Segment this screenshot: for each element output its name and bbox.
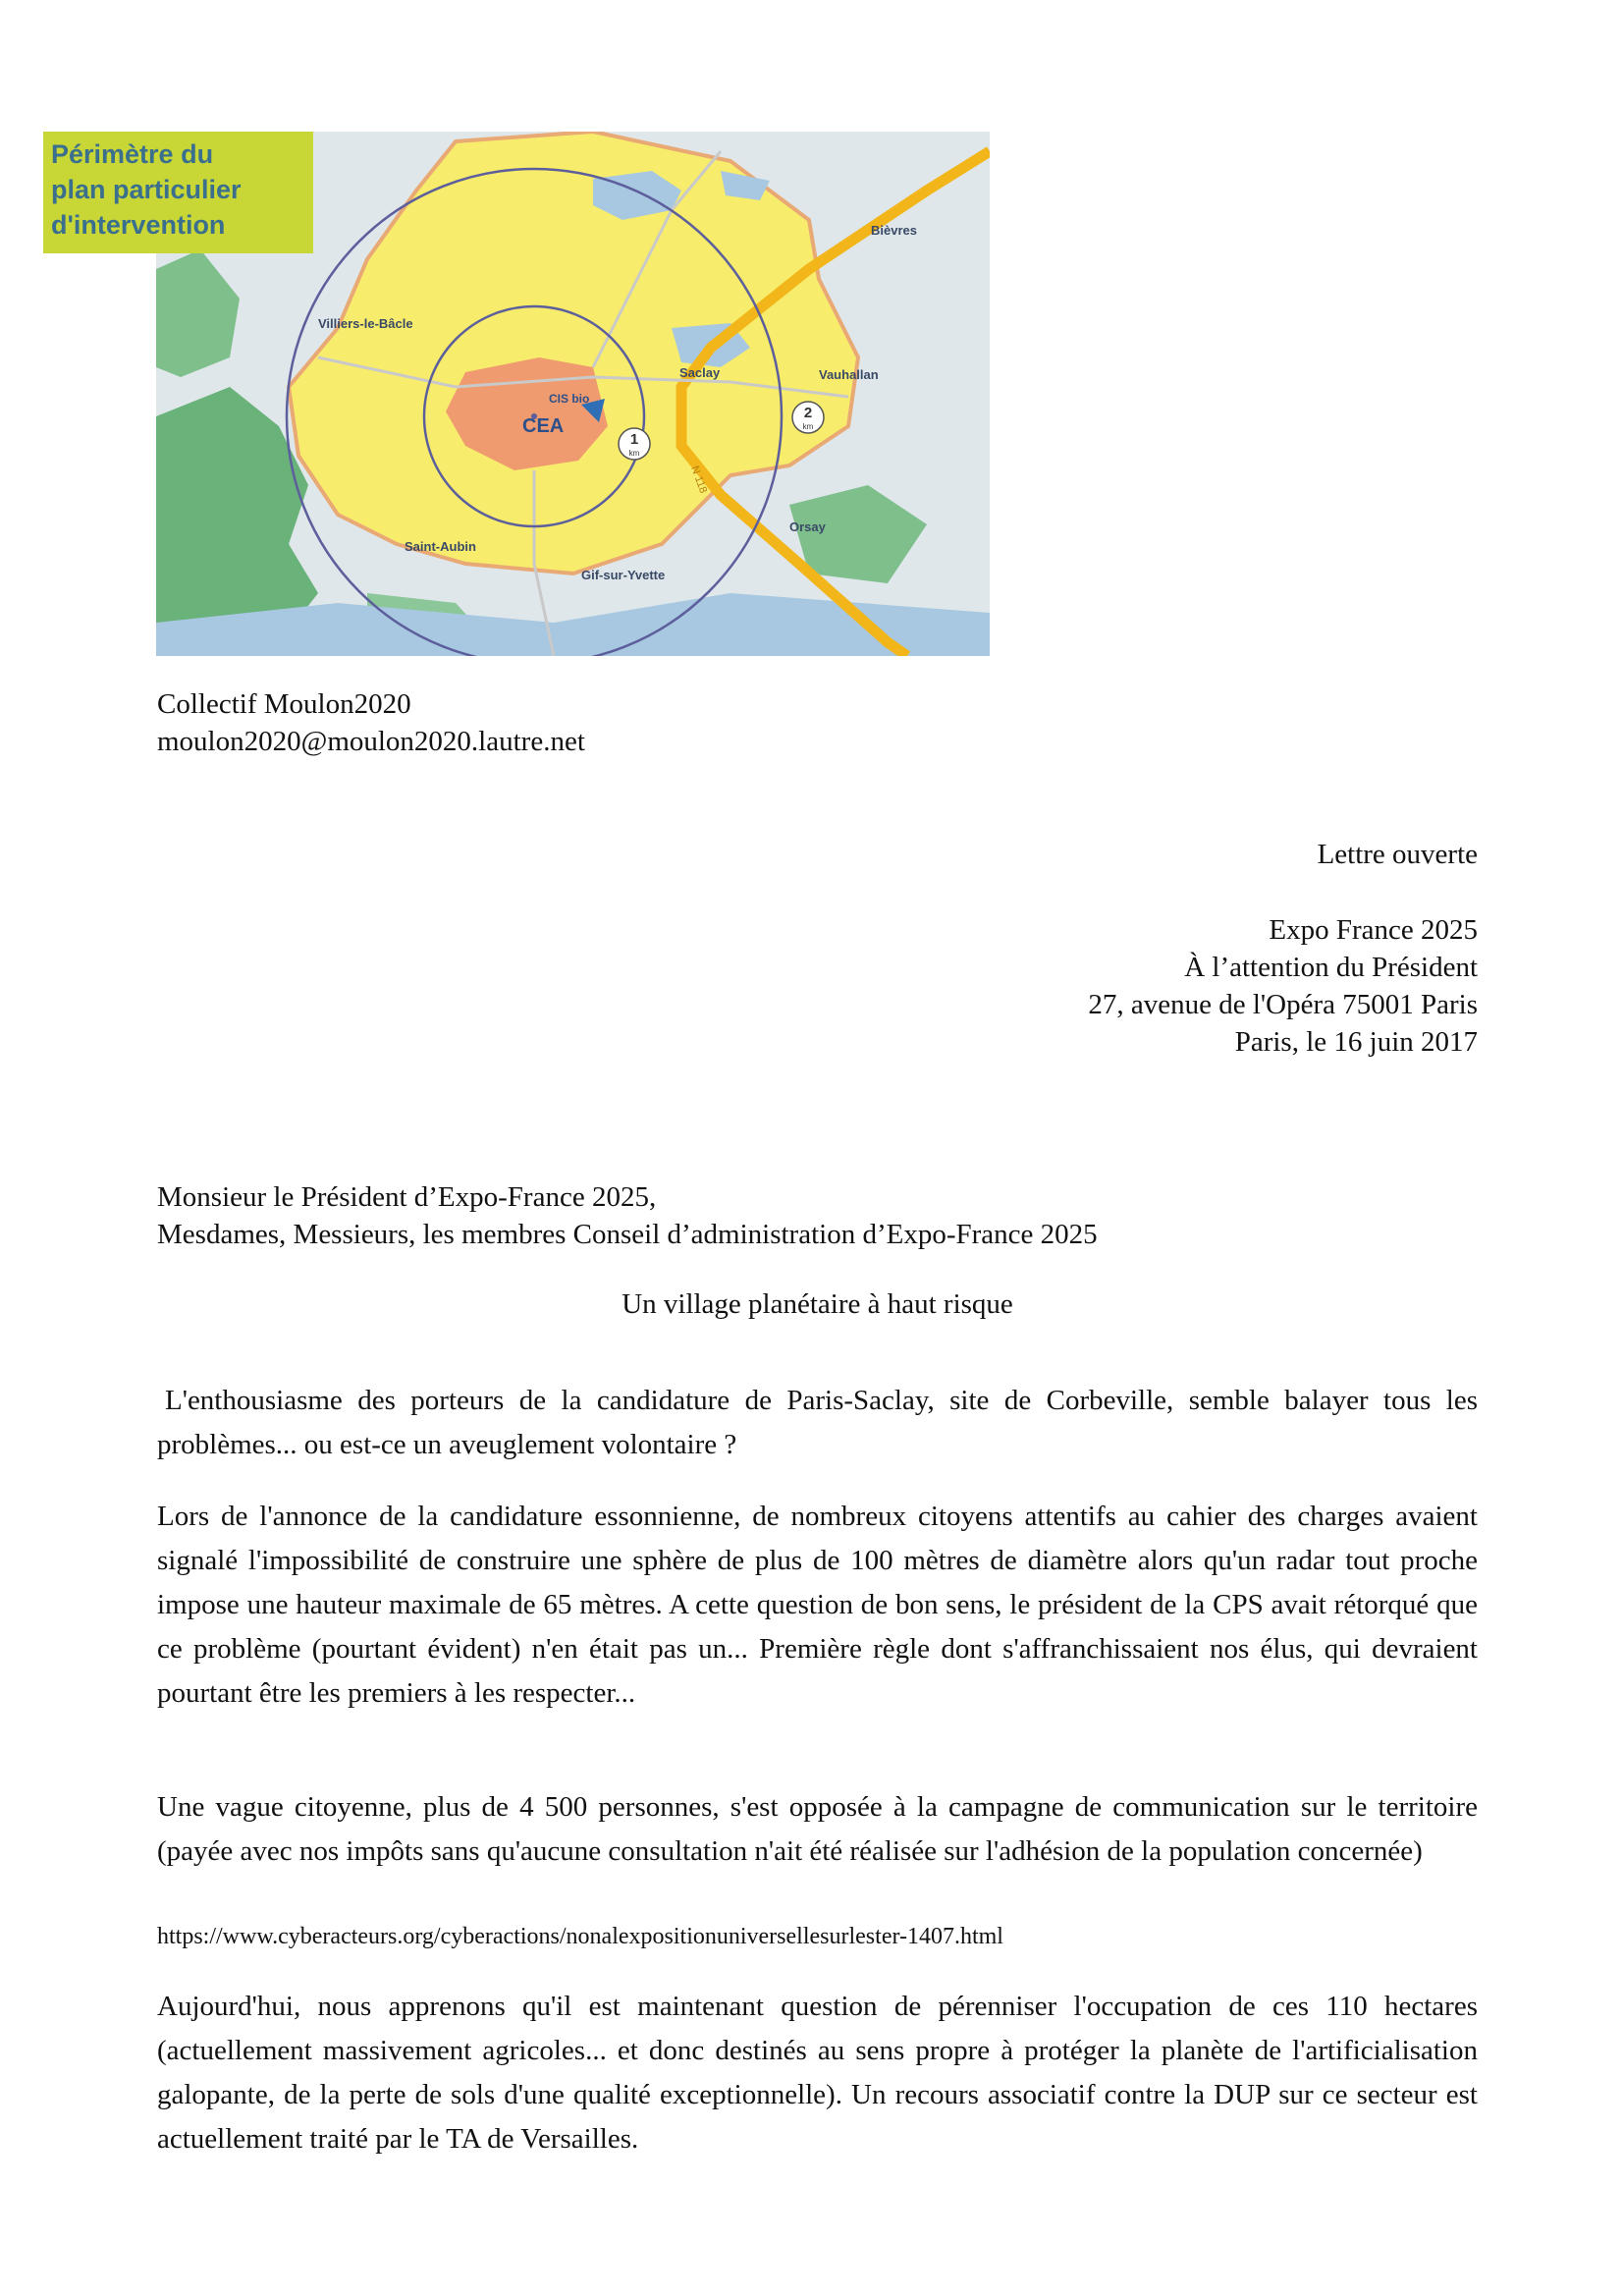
radius-marker-outer-value: 2 — [803, 405, 813, 421]
radius-marker-outer-unit: km — [802, 422, 814, 431]
sender-email: moulon2020@moulon2020.lautre.net — [157, 726, 585, 757]
place-label-bievres: Bièvres — [871, 223, 917, 238]
place-label-gif: Gif-sur-Yvette — [581, 568, 666, 582]
salutation-block — [157, 1178, 1478, 1253]
sender-name: Collectif Moulon2020 — [157, 688, 411, 720]
map-legend-line: d'intervention — [51, 210, 226, 240]
map-legend-line: plan particulier — [51, 175, 242, 204]
radius-marker-inner-value: 1 — [629, 431, 639, 448]
ppi-map — [43, 132, 990, 656]
recipient-attention: À l’attention du Président — [1184, 952, 1478, 983]
ppi-map-graphic — [43, 132, 990, 656]
paragraph: Une vague citoyenne, plus de 4 500 personnes, s'est opposée à la campagne de communication sur le territoire (payée avec nos impôts sans qu'aucune consultation n'ait été réalisée sur l'adhésion de la population concernée) — [157, 1791, 1478, 1867]
place-label-cisbio: CIS bio — [549, 392, 590, 406]
paragraph: Aujourd'hui, nous apprenons qu'il est maintenant question de pérenniser l'occupation de ces 110 hectares (actuellement massivement agricoles... et donc destinés au sens propre à protéger la planète de l'artificialisation galopante, de la perte de sols d'une qualité exceptionnelle). Un recours associatif contre la DUP sur ce secteur est actuellement traité par le TA de Versailles. — [157, 1991, 1478, 2155]
recipient-block — [157, 911, 1478, 1061]
road-label-n118: N 118 — [688, 464, 710, 495]
sender-block — [157, 685, 1478, 760]
place-label-villiers: Villiers-le-Bâcle — [318, 316, 413, 331]
cyberaction-link[interactable]: https://www.cyberacteurs.org/cyberactions/nonalexpositionuniversellesurlester-1407.html — [157, 1924, 1003, 1949]
place-date: Paris, le 16 juin 2017 — [1234, 1026, 1478, 1058]
salutation-line: Mesdames, Messieurs, les membres Conseil d’administration d’Expo-France 2025 — [157, 1219, 1098, 1250]
doc-type: Lettre ouverte — [1317, 839, 1478, 870]
place-label-saclay: Saclay — [679, 365, 721, 380]
recipient-address: 27, avenue de l'Opéra 75001 Paris — [1088, 989, 1478, 1020]
paragraph: L'enthousiasme des porteurs de la candidature de Paris-Saclay, site de Corbeville, semble balayer tous les problèmes... ou est-ce un aveuglement volontaire ? — [157, 1385, 1478, 1460]
place-label-saint-aubin: Saint-Aubin — [405, 539, 476, 554]
letter-title: Un village planétaire à haut risque — [622, 1288, 1013, 1320]
place-label-vauhallan: Vauhallan — [819, 367, 879, 382]
place-label-orsay: Orsay — [789, 519, 826, 534]
map-legend-line: Périmètre du — [51, 139, 214, 169]
place-label-cea: CEA — [522, 415, 565, 437]
paragraph: Lors de l'annonce de la candidature essonnienne, de nombreux citoyens attentifs au cahier des charges avaient signalé l'impossibilité de construire une sphère de plus de 100 mètres de diamètre alors qu'un radar tout proche impose une hauteur maximale de 65 mètres. A cette question de bon sens, le président de la CPS avait rétorqué que ce problème (pourtant évident) n'en était pas un... Première règle dont s'affranchissaient nos élus, qui devraient pourtant être les premiers à les respecter... — [157, 1501, 1478, 1709]
salutation-line: Monsieur le Président d’Expo-France 2025, — [157, 1181, 657, 1213]
recipient-org: Expo France 2025 — [1269, 914, 1478, 946]
radius-marker-inner-unit: km — [628, 449, 640, 458]
